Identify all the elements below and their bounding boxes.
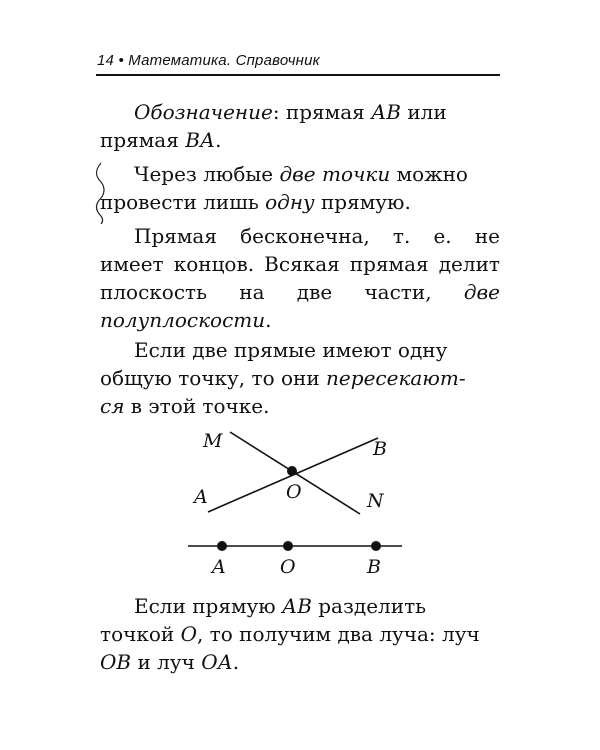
label-A-line: A bbox=[212, 556, 226, 578]
page-header-text: 14 • Математика. Справочник bbox=[97, 52, 320, 69]
label-M: M bbox=[203, 430, 223, 452]
paragraph-axiom: Через любые две точки можно провести лишь одну прямую. bbox=[100, 162, 468, 214]
paragraph-intersection: Если две прямые имеют одну общую точку, то они пересекают- ся в этой точке. bbox=[100, 338, 466, 418]
paragraph-infinite-line: Прямая бесконечна, т. е. не имеет концов. Всякая прямая делит плоскость на две части, две полуплоскости. bbox=[100, 224, 500, 332]
paragraph-notation: Обозначение: прямая АВ или прямая ВА. bbox=[100, 100, 447, 152]
label-B: B bbox=[373, 438, 387, 460]
label-B-line: B bbox=[367, 556, 381, 578]
label-A: A bbox=[194, 486, 208, 508]
term-notation: Обозначение bbox=[134, 100, 273, 124]
point-O-line bbox=[283, 541, 293, 551]
point-B bbox=[371, 541, 381, 551]
label-O: O bbox=[286, 481, 302, 503]
label-O-line: O bbox=[280, 556, 296, 578]
label-N: N bbox=[367, 490, 384, 512]
paragraph-rays: Если прямую АВ разделить точкой О, то получим два луча: луч ОВ и луч ОА. bbox=[100, 594, 480, 674]
point-A bbox=[217, 541, 227, 551]
